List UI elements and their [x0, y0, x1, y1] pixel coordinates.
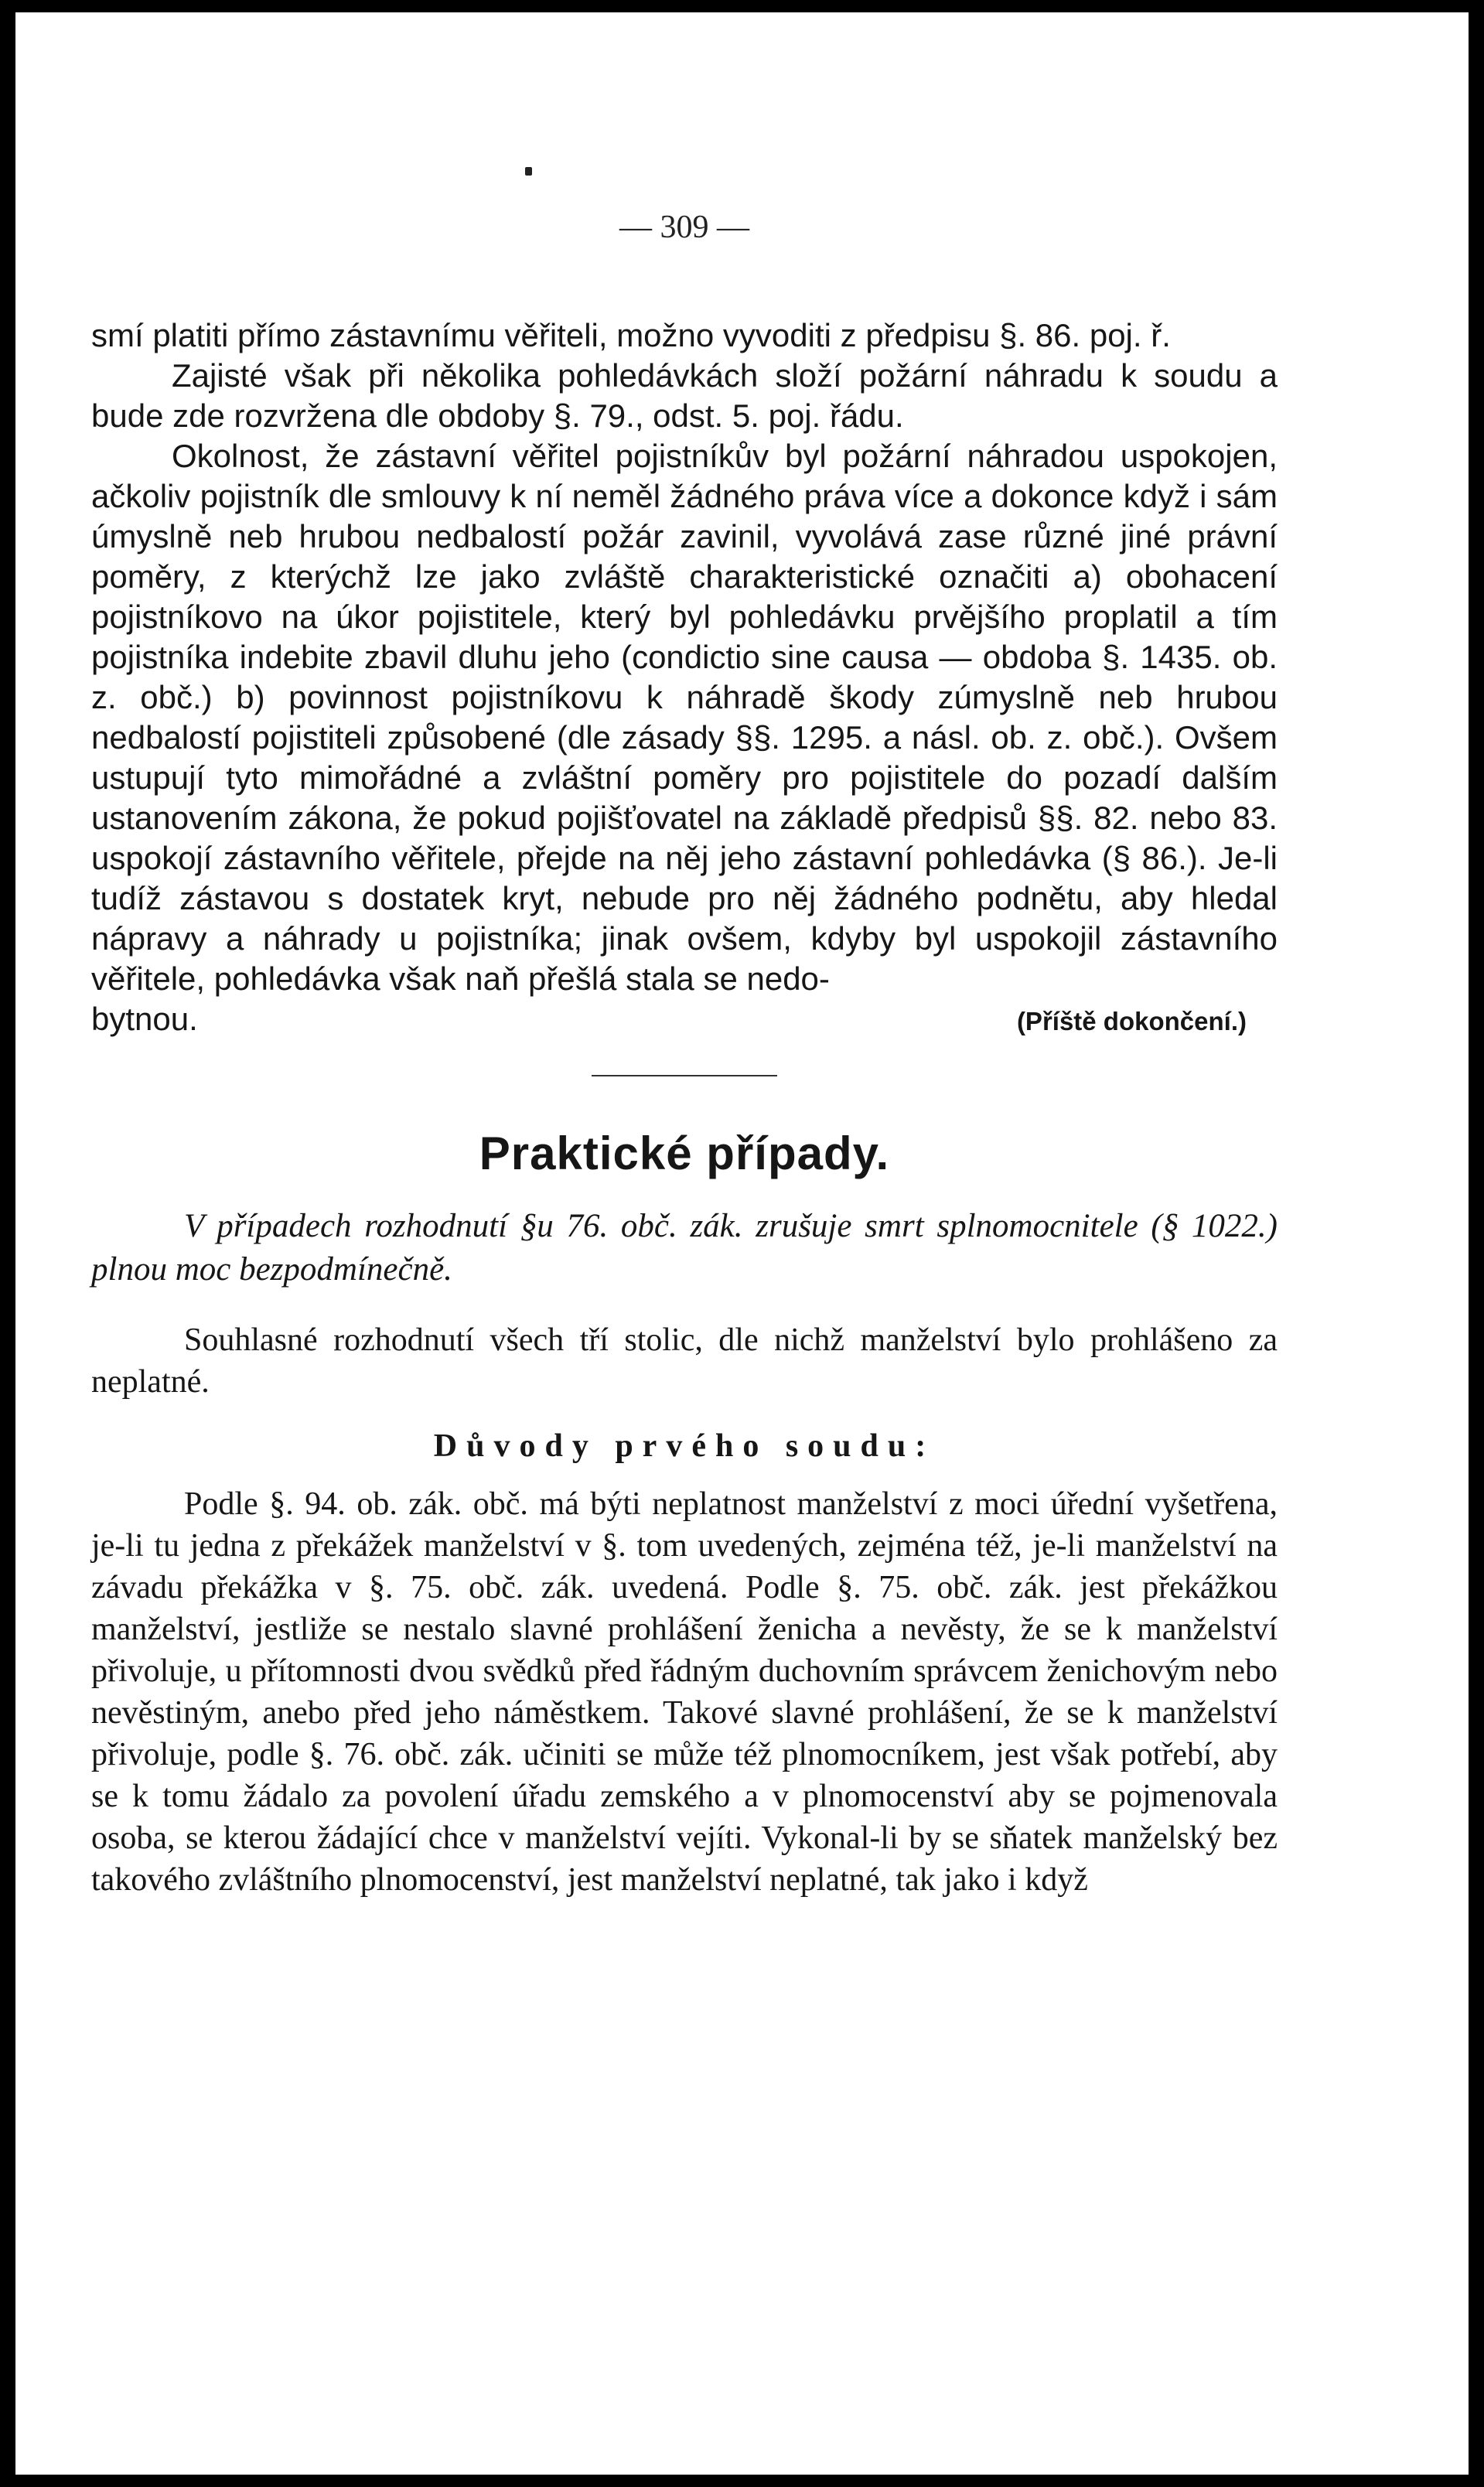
paragraph-continuation: smí platiti přímo zástavnímu věřiteli, možno vyvoditi z předpisu §. 86. poj. ř. [91, 317, 1171, 353]
paragraph: Okolnost, že zástavní věřitel pojistníkův byl požární náhradou uspokojen, ačkoliv pojistník dle smlouvy k ní neměl žádného práva více a dokonce když i sám úmyslně neb hrubou nedbalostí požár zavinil, vyvolává zase různé jiné právní poměry, z kterýchž lze jako zvláště charakteristické označiti a) obohacení pojistníkovo na úkor pojistitele, který byl pohledávku prvějšího proplatil a tím pojistníka indebite zbavil dluhu jeho (condictio sine causa — obdoba §. 1435. ob. z. obč.) b) povinnost pojistníkovu k náhradě škody zúmyslně neb hrubou nedbalostí pojistiteli způsobené (dle zásady §§. 1295. a násl. ob. z. obč.). Ovšem ustupují tyto mimořádné a zvláštní poměry pro pojistitele do pozadí dalším ustanovením zákona, že pokud pojišťovatel na základě předpisů §§. 82. nebo 83. uspokojí zástavního věřitele, přejde na něj jeho zástavní pohledávka (§ 86.). Je-li tudíž zástavou s dostatek kryt, nebude pro něj žádného podnětu, aby hledal nápravy a náhrady u pojistníka; jinak ovšem, kdyby byl uspokojil zástavního věřitele, pohledávka však naň přešlá stala se nedo- [91, 438, 1278, 997]
paragraph-end-line [91, 999, 1278, 1039]
main-text [91, 316, 1278, 1901]
reasons-heading: Důvody prvého soudu: [433, 1428, 936, 1464]
paragraph: Podle §. 94. ob. zák. obč. má býti neplatnost manželství z moci úřední vyšetřena, je-li tu jedna z překážek manželství v §. tom uvedených, zejména též, je-li manželství na závadu překážka v §. 75. obč. zák. uvedená. Podle §. 75. obč. zák. jest překážkou manželství, jestliže se nestalo slavné prohlášení ženicha a nevěsty, že se k manželství přivoluje, u přítomnosti dvou svědků před řádným duchovním správcem ženichovým nebo nevěstiným, anebo před jeho náměstkem. Takové slavné prohlášení, že se k manželství přivoluje, podle §. 76. obč. zák. učiniti se může též plnomocníkem, jest však potřebí, aby se k tomu žádalo za povolení úřadu zemského a v plnomocenství aby se pojmenovala osoba, se kterou žádající chce v manželství vejíti. Vykonal-li by se sňatek manželský bez takového zvláštního plnomocenství, jest manželství neplatné, tak jako i když [91, 1486, 1278, 1898]
case-headnote: V případech rozhodnutí §u 76. obč. zák. zrušuje smrt splnomocnitele (§ 1022.) plnou moc bezpodmínečně. [91, 1208, 1278, 1288]
paragraph: Zajisté však při několika pohledávkách složí požární náhradu k soudu a bude zde rozvržena dle obdoby §. 79., odst. 5. poj. řádu. [91, 357, 1278, 434]
paragraph: Souhlasné rozhodnutí všech tří stolic, dle nichž manželství bylo prohlášeno za neplatné. [91, 1322, 1278, 1400]
paragraph-final-word: bytnou. [91, 1001, 198, 1037]
continued-note: (Příště dokončení.) [1016, 1007, 1247, 1035]
document-page [15, 12, 1469, 2475]
section-divider [592, 1075, 777, 1076]
section-title: Praktické případy. [479, 1128, 890, 1179]
ink-mark [525, 167, 532, 176]
page-number: — 309 — [619, 210, 749, 245]
